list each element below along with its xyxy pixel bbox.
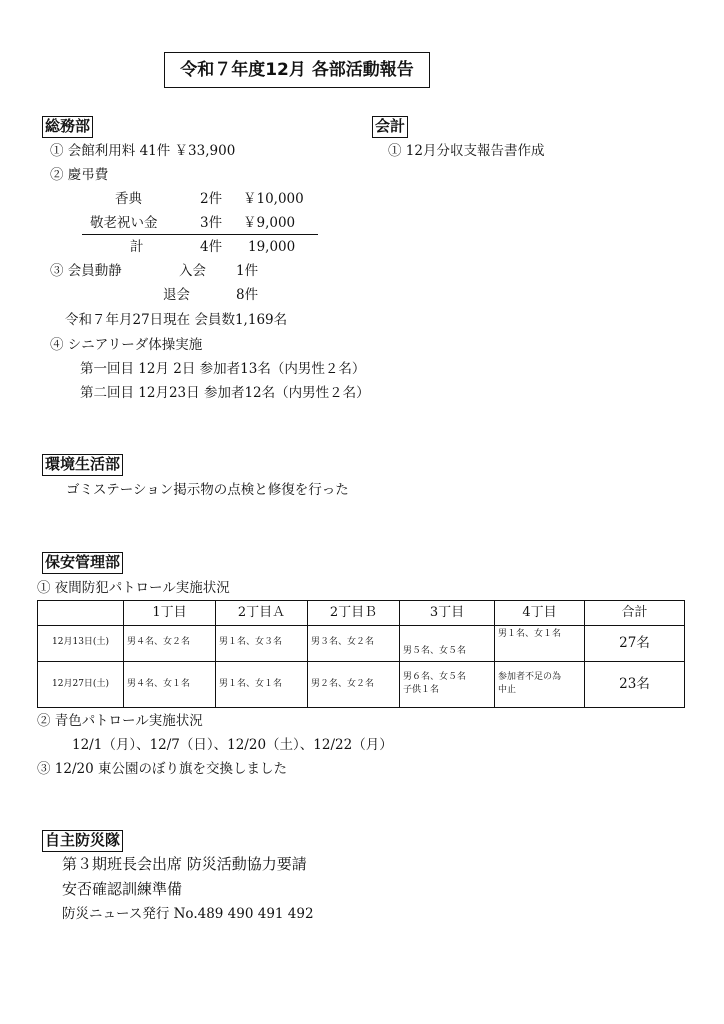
session-1: 第一回目 12月 2日 参加者13名（内男性２名） (80, 361, 366, 377)
patrol-table (37, 600, 685, 708)
night-patrol-heading: ① 夜間防犯パトロール実施状況 (37, 580, 230, 596)
member-movement-heading: ③ 会員動静 (50, 263, 122, 279)
koden-amount: ￥10,000 (243, 191, 304, 207)
page-title: 令和７年度12月 各部活動報告 (164, 52, 430, 88)
jishu-line-3: 防災ニュース発行 No.489 490 491 492 (62, 906, 314, 922)
row-total: 27名 (585, 625, 685, 661)
soumu-heading: 総務部 (42, 116, 93, 138)
session-2: 第二回目 12月23日 参加者12名（内男性２名） (80, 385, 370, 401)
table-cell: 男１名、女３名 (216, 625, 308, 661)
header-cell: 合計 (585, 601, 685, 626)
member-count: 令和７年月27日現在 会員数1,169名 (65, 312, 288, 328)
jishu-line-1: 第３期班長会出席 防災活動協力要請 (62, 855, 307, 873)
join-label: 入会 (179, 263, 206, 279)
table-cell: 男１名、女１名 (216, 661, 308, 707)
header-cell: 1丁目 (124, 601, 216, 626)
header-cell: 4丁目 (495, 601, 585, 626)
table-cell: 男１名、女１名 (495, 625, 585, 661)
row-date: 12月27日(土) (38, 661, 124, 707)
condolence-heading: ② 慶弔費 (50, 167, 109, 183)
header-cell (38, 601, 124, 626)
keiro-label: 敬老祝い金 (90, 215, 158, 231)
kankyo-heading: 環境生活部 (42, 454, 123, 476)
leave-count: 8件 (236, 287, 259, 303)
table-cell: 男５名、女５名 (400, 625, 495, 661)
blue-patrol-heading: ② 青色パトロール実施状況 (37, 713, 203, 729)
keiro-amount: ￥9,000 (243, 215, 296, 231)
row-date: 12月13日(土) (38, 625, 124, 661)
senior-exercise-heading: ④ シニアリーダ体操実施 (50, 337, 203, 353)
blue-patrol-dates: 12/1（月）、12/7（日）、12/20（土）、12/22（月） (72, 737, 393, 753)
cell-line: 子供１名 (403, 685, 440, 696)
cell-line: 中止 (498, 685, 517, 696)
join-count: 1件 (236, 263, 259, 279)
table-row (38, 625, 685, 661)
jishu-line-2: 安否確認訓練準備 (62, 880, 183, 898)
koden-count: 2件 (200, 191, 223, 207)
cell-line: 参加者不足の為 (498, 671, 562, 682)
leave-label: 退会 (163, 287, 190, 303)
kankyo-text: ゴミステーション掲示物の点検と修復を行った (66, 482, 349, 498)
flag-replacement: ③ 12/20 東公園のぼり旗を交換しました (37, 761, 287, 777)
kaikei-item: ① 12月分収支報告書作成 (388, 143, 545, 159)
table-cell: 男４名、女２名 (124, 625, 216, 661)
table-cell: 男４名、女１名 (124, 661, 216, 707)
cell-line: 男６名、女５名 (403, 671, 467, 682)
total-label: 計 (130, 239, 144, 255)
table-cell (495, 661, 585, 707)
table-cell: 男２名、女２名 (308, 661, 400, 707)
kaikei-heading: 会計 (372, 116, 408, 138)
total-amount: 19,000 (248, 239, 296, 255)
row-total: 23名 (585, 661, 685, 707)
table-cell (400, 661, 495, 707)
subtotal-divider (82, 234, 318, 235)
hall-fee-line: ① 会館利用料 41件 ￥33,900 (50, 143, 236, 159)
header-cell: 3丁目 (400, 601, 495, 626)
header-cell: 2丁目Ｂ (308, 601, 400, 626)
keiro-count: 3件 (200, 215, 223, 231)
koden-label: 香典 (115, 191, 142, 207)
hoan-heading: 保安管理部 (42, 552, 123, 574)
jishu-heading: 自主防災隊 (42, 830, 123, 852)
table-header-row (38, 601, 685, 626)
table-row (38, 661, 685, 707)
table-cell: 男３名、女２名 (308, 625, 400, 661)
header-cell: 2丁目Ａ (216, 601, 308, 626)
total-count: 4件 (200, 239, 223, 255)
